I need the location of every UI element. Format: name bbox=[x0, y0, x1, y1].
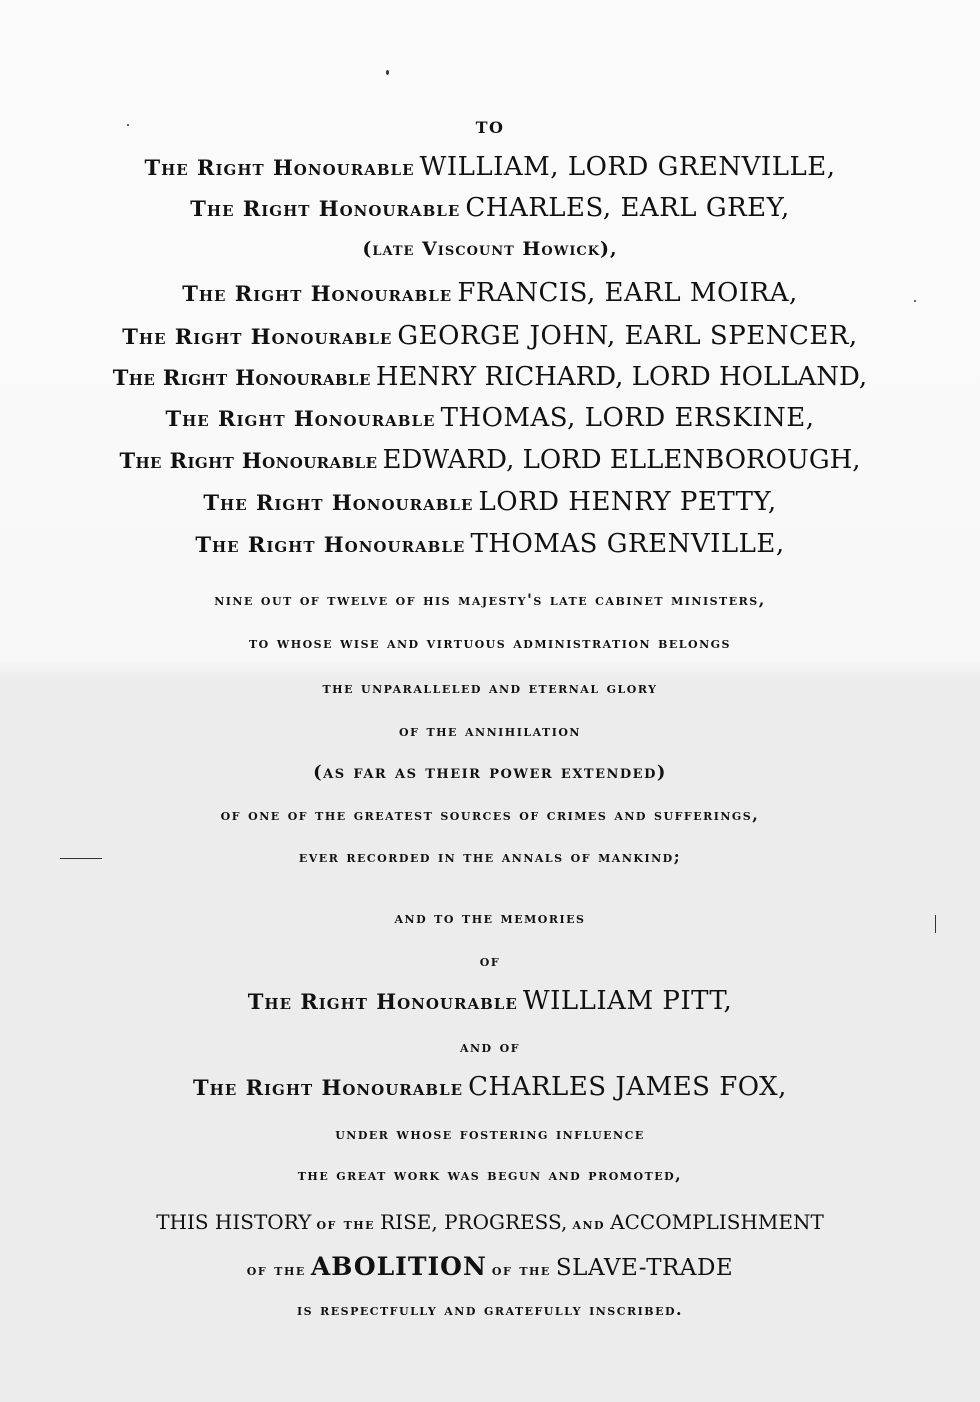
body-line: nine out of twelve of his majesty's late cabinet ministers, bbox=[214, 590, 766, 609]
body-line: of the annihilation bbox=[399, 721, 581, 740]
recipient-name: HENRY RICHARD, LORD HOLLAND, bbox=[375, 362, 868, 392]
recipient-line bbox=[0, 321, 980, 351]
scan-speck bbox=[914, 300, 916, 302]
recipient-line bbox=[0, 445, 980, 475]
to-line: TO bbox=[475, 118, 505, 137]
scan-mark bbox=[935, 915, 936, 933]
scan-speck bbox=[386, 70, 389, 75]
closing-line: the great work was begun and promoted, bbox=[297, 1165, 683, 1184]
final-line: is respectfully and gratefully inscribed. bbox=[296, 1300, 684, 1319]
honorific: The Right Honourable bbox=[203, 490, 474, 515]
recipient-line bbox=[0, 403, 980, 433]
recipient-name: GEORGE JOHN, EARL SPENCER, bbox=[397, 321, 858, 351]
history-line bbox=[0, 1210, 980, 1234]
recipient-line bbox=[0, 193, 980, 223]
body-line: to whose wise and virtuous administration belongs bbox=[249, 633, 731, 652]
abolition-text: SLAVE-TRADE bbox=[555, 1255, 734, 1281]
recipient-line bbox=[0, 278, 980, 308]
body-line: the unparalleled and eternal glory bbox=[322, 678, 658, 697]
and-of-line: and of bbox=[459, 1037, 521, 1056]
scan-speck bbox=[127, 124, 129, 126]
history-text: ACCOMPLISHMENT bbox=[610, 1210, 824, 1234]
memorial-name: CHARLES JAMES FOX, bbox=[468, 1072, 787, 1102]
recipient-name: WILLIAM, LORD GRENVILLE, bbox=[419, 152, 836, 182]
abolition-line bbox=[0, 1252, 980, 1281]
memories-line: and to the memories bbox=[394, 908, 586, 927]
recipient-line bbox=[0, 362, 980, 392]
recipient-name: THOMAS GRENVILLE, bbox=[470, 529, 785, 559]
honorific: The Right Honourable bbox=[112, 365, 371, 390]
of-line: of bbox=[479, 951, 501, 970]
recipient-name: FRANCIS, EARL MOIRA, bbox=[457, 278, 798, 308]
abolition-text: of the bbox=[491, 1260, 551, 1279]
body-line: of one of the greatest sources of crimes and sufferings, bbox=[220, 805, 760, 824]
history-text: THIS HISTORY bbox=[156, 1210, 312, 1234]
recipient-name: EDWARD, LORD ELLENBOROUGH, bbox=[382, 445, 861, 475]
scan-mark bbox=[60, 858, 102, 859]
recipient-line bbox=[0, 529, 980, 559]
memorial-name: WILLIAM PITT, bbox=[522, 986, 733, 1016]
history-text: and bbox=[572, 1215, 606, 1233]
honorific: The Right Honourable bbox=[119, 448, 378, 473]
closing-line: under whose fostering influence bbox=[335, 1124, 645, 1143]
recipient-name: CHARLES, EARL GREY, bbox=[465, 193, 790, 223]
honorific: The Right Honourable bbox=[193, 1075, 464, 1100]
recipient-line bbox=[0, 238, 980, 260]
recipient-line bbox=[0, 487, 980, 517]
honorific: The Right Honourable bbox=[165, 406, 436, 431]
recipient-name: LORD HENRY PETTY, bbox=[478, 487, 777, 517]
honorific: The Right Honourable bbox=[190, 196, 461, 221]
honorific: The Right Honourable bbox=[247, 989, 518, 1014]
history-text: of the bbox=[316, 1215, 376, 1233]
history-text: RISE, PROGRESS, bbox=[380, 1210, 568, 1234]
abolition-text: ABOLITION bbox=[310, 1252, 487, 1281]
honorific: The Right Honourable bbox=[182, 281, 453, 306]
honorific: The Right Honourable bbox=[195, 532, 466, 557]
recipient-line bbox=[0, 152, 980, 182]
recipient-name: THOMAS, LORD ERSKINE, bbox=[440, 403, 815, 433]
body-line: ever recorded in the annals of mankind; bbox=[298, 847, 682, 866]
body-line: (as far as their power extended) bbox=[313, 762, 667, 783]
recipient-note: (late Viscount Howick), bbox=[362, 238, 618, 260]
honorific: The Right Honourable bbox=[144, 155, 415, 180]
fox-line bbox=[0, 1072, 980, 1102]
abolition-text: of the bbox=[246, 1260, 306, 1279]
honorific: The Right Honourable bbox=[122, 324, 393, 349]
pitt-line bbox=[0, 986, 980, 1016]
